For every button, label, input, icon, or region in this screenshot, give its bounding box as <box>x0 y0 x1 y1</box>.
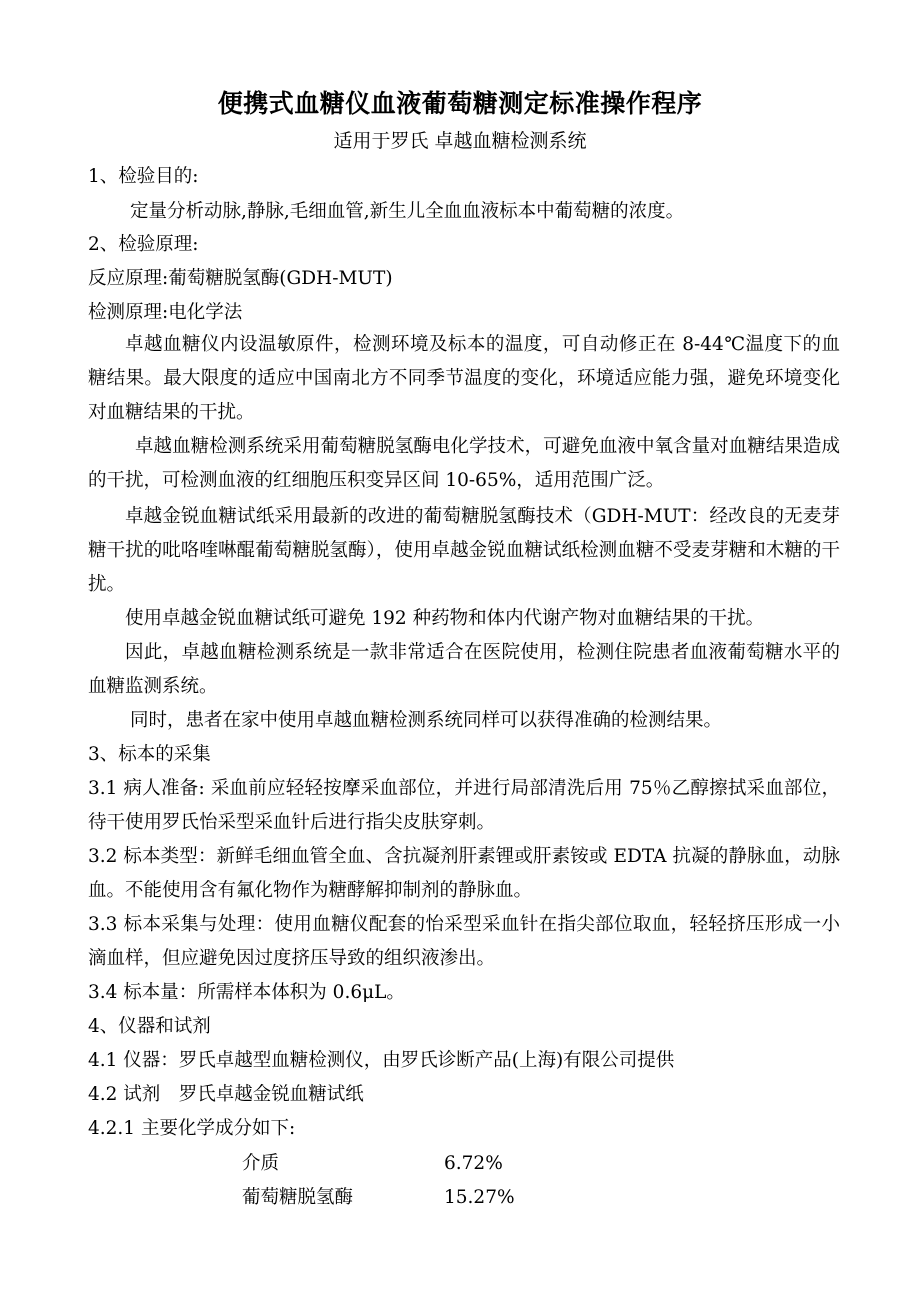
paragraph-temperature: 卓越血糖仪内设温敏原件，检测环境及标本的温度，可自动修正在 8-44℃温度下的血糖结果。最大限度的适应中国南北方不同季节温度的变化，环境适应能力强，避免环境变化对血糖结果的干扰。 <box>88 334 840 423</box>
component-name: 介质 <box>242 1153 280 1174</box>
paragraph-drugs: 使用卓越金锐血糖试纸可避免 192 种药物和体内代谢产物对血糖结果的干扰。 <box>125 608 765 629</box>
section-3-heading: 3、标本的采集 <box>88 744 211 765</box>
detection-principle: 检测原理:电化学法 <box>88 302 243 323</box>
paragraph-home: 同时，患者在家中使用卓越血糖检测系统同样可以获得准确的检测结果。 <box>130 710 723 731</box>
paragraph-hospital: 因此，卓越血糖检测系统是一款非常适合在医院使用，检测住院患者血液葡萄糖水平的血糖监测系统。 <box>88 642 840 697</box>
item-3-4: 3.4 标本量：所需样本体积为 0.6μL。 <box>88 982 405 1003</box>
section-4-heading: 4、仪器和试剂 <box>88 1016 211 1037</box>
document-title: 便携式血糖仪血液葡萄糖测定标准操作程序 <box>217 89 703 118</box>
component-name: 葡萄糖脱氢酶 <box>242 1187 354 1208</box>
component-percent: 6.72% <box>444 1153 503 1174</box>
paragraph-oxygen: 卓越血糖检测系统采用葡萄糖脱氢酶电化学技术，可避免血液中氧含量对血糖结果造成的干扰，可检测血液的红细胞压积变异区间 10-65%，适用范围广泛。 <box>88 436 840 491</box>
item-4-1: 4.1 仪器：罗氏卓越型血糖检测仪，由罗氏诊断产品(上海)有限公司提供 <box>88 1050 675 1071</box>
component-percent: 15.27% <box>444 1187 515 1208</box>
item-4-2-1: 4.2.1 主要化学成分如下: <box>88 1118 296 1139</box>
section-1-text: 定量分析动脉,静脉,毛细血管,新生儿全血血液标本中葡萄糖的浓度。 <box>130 201 685 222</box>
item-4-2: 4.2 试剂 罗氏卓越金锐血糖试纸 <box>88 1084 364 1105</box>
section-1-heading: 1、检验目的: <box>88 166 199 187</box>
document-subtitle: 适用于罗氏 卓越血糖检测系统 <box>333 130 587 152</box>
section-2-heading: 2、检验原理: <box>88 234 199 255</box>
item-3-1: 3.1 病人准备: 采血前应轻轻按摩采血部位，并进行局部清洗后用 75％乙醇擦拭采血部位，待干使用罗氏怡采型采血针后进行指尖皮肤穿刺。 <box>88 778 840 833</box>
item-3-3: 3.3 标本采集与处理：使用血糖仪配套的怡采型采血针在指尖部位取血，轻轻挤压形成一小滴血样，但应避免因过度挤压导致的组织液渗出。 <box>88 914 840 969</box>
paragraph-gdh-mut: 卓越金锐血糖试纸采用最新的改进的葡萄糖脱氢酶技术（GDH-MUT：经改良的无麦芽糖干扰的吡咯喹啉醌葡萄糖脱氢酶），使用卓越金锐血糖试纸检测血糖不受麦芽糖和木糖的干扰。 <box>88 506 840 595</box>
reaction-principle: 反应原理:葡萄糖脱氢酶(GDH-MUT) <box>88 268 393 289</box>
item-3-2: 3.2 标本类型：新鲜毛细血管全血、含抗凝剂肝素锂或肝素铵或 EDTA 抗凝的静脉血，动脉血。不能使用含有氟化物作为糖酵解抑制剂的静脉血。 <box>88 846 840 901</box>
